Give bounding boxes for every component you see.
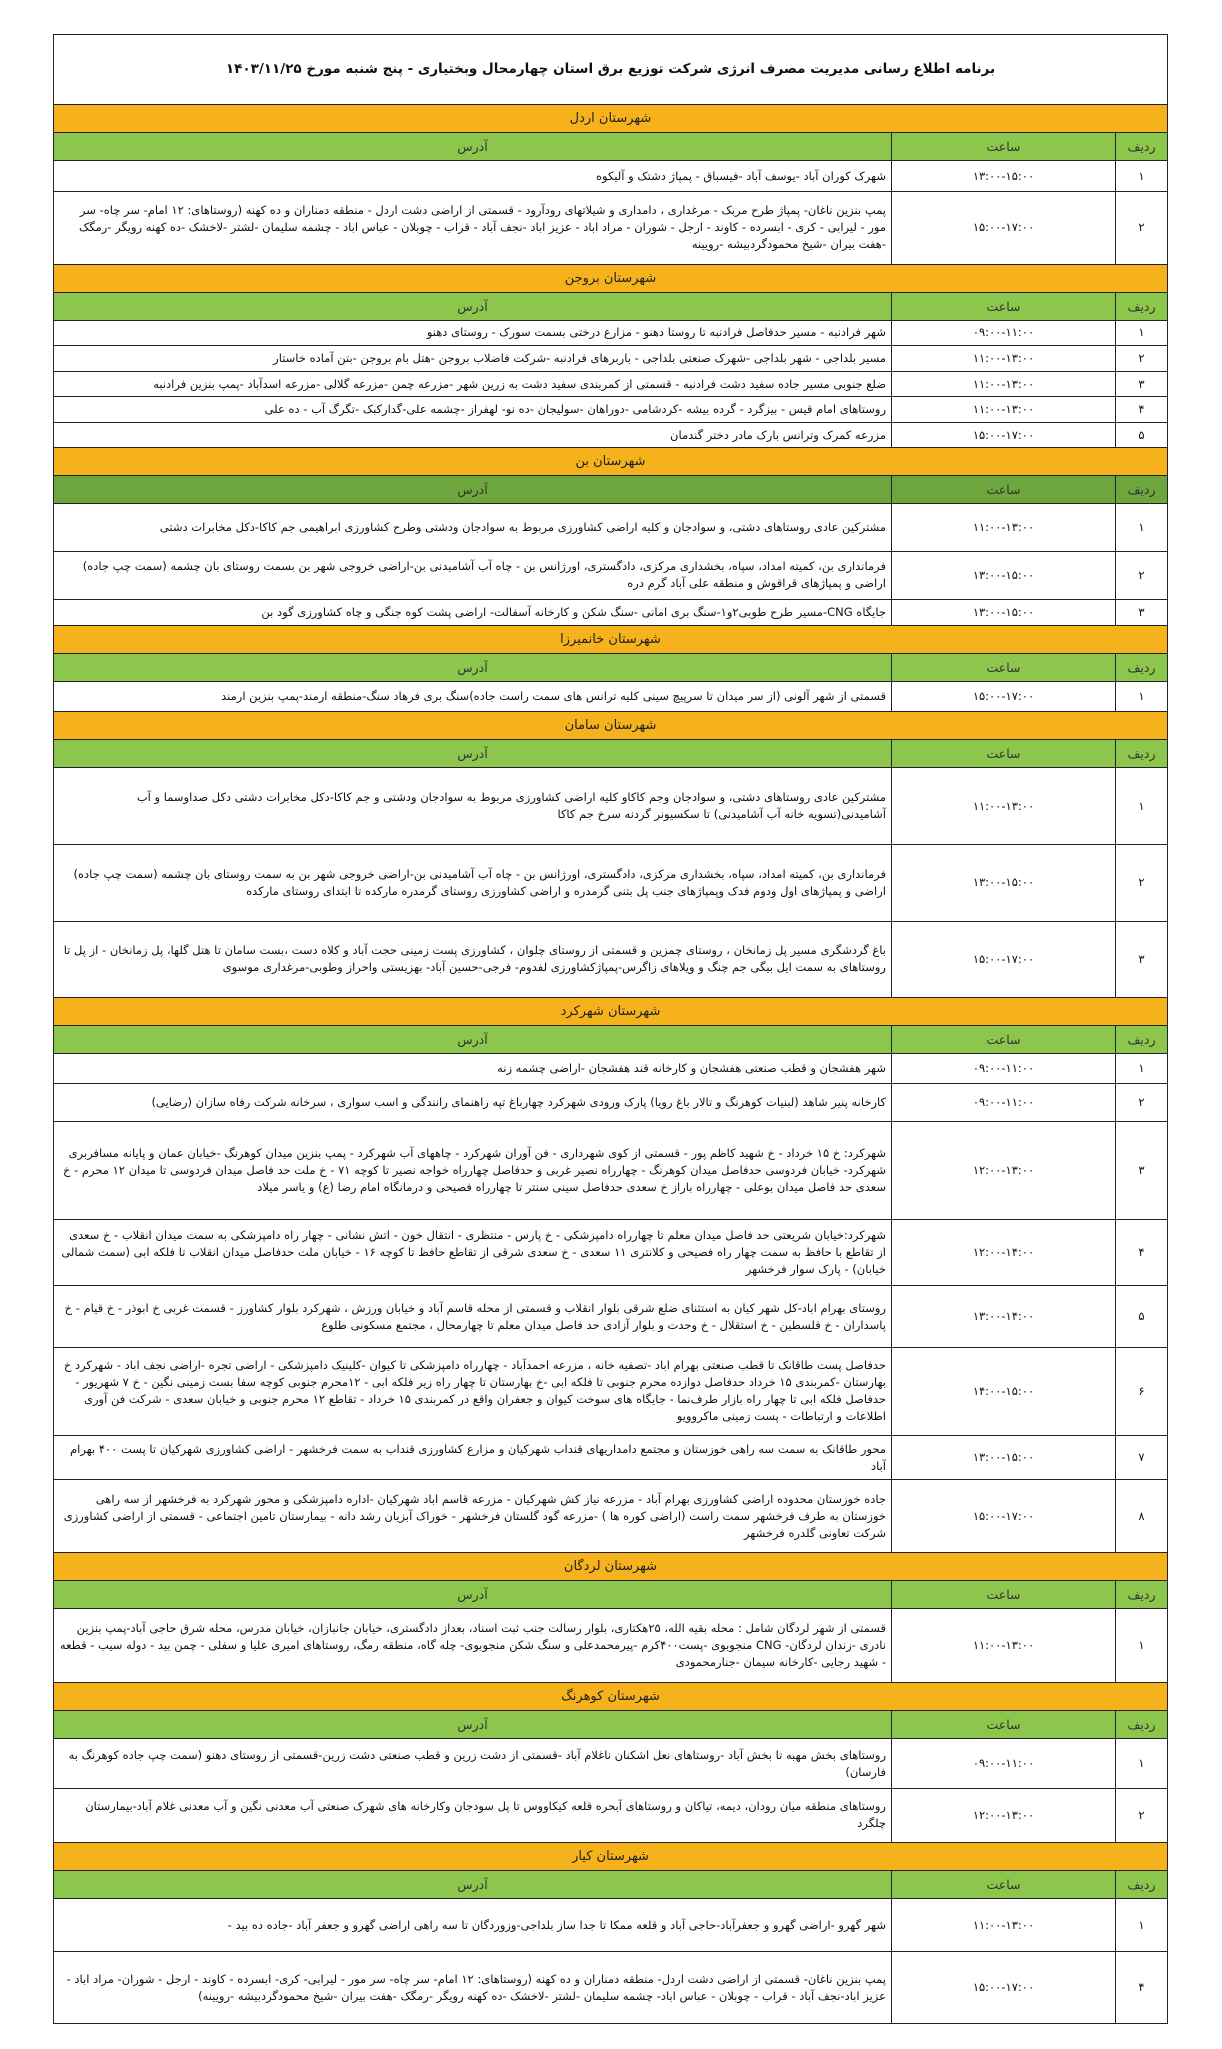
column-header-radif: ردیف — [1116, 653, 1168, 681]
row-time: ۱۳:۰۰-۱۴:۰۰ — [892, 1286, 1116, 1347]
row-address: کارخانه پنیر شاهد (لبنیات کوهرنگ و تالار باغ رویا) پارک ورودی شهرکرد چهارباغ تپه راهنمای رانندگی و اسب سواری ، سرخانه شرکت رفاه سازان (رضایی) — [54, 1083, 892, 1121]
header-row — [54, 1581, 1168, 1609]
column-header-address: آدرس — [54, 740, 892, 768]
row-time: ۱۲:۰۰-۱۳:۰۰ — [892, 1789, 1116, 1843]
row-time: ۰۹:۰۰-۱۱:۰۰ — [892, 1083, 1116, 1121]
row-address: روستای بهرام اباد-کل شهر کیان به استثنای ضلع شرقی بلوار انقلاب و قسمتی از محله قاسم آباد و خیابان ورزش ، شهرکرد بلوار کشاورز - قسمت غربی خ ابوذر - خ قیام - خ پاسداران - خ فلسطین - خ استقلال - خ وحدت و بلوار آزادی حد فاصل میدان معلم تا چهارمحال ، مجتمع مسکونی طلوع — [54, 1286, 892, 1347]
table-row — [54, 1952, 1168, 2024]
row-address: مشترکین عادی روستاهای دشتی، و سوادجان و کلیه اراضی کشاورزی مربوط به سوادجان ودشتی وطرح کشاورزی ابراهیمی جم کاکا-دکل مخابرات دشتی — [54, 504, 892, 551]
row-time: ۰۹:۰۰-۱۱:۰۰ — [892, 1054, 1116, 1083]
column-header-address: آدرس — [54, 1711, 892, 1739]
table-row — [54, 551, 1168, 599]
table-row — [54, 1480, 1168, 1553]
row-address: فرمانداری بن، کمیته امداد، سپاه، بخشداری مرکزی، دادگستری، اورژانس بن - چاه آب آشامیدنی بن-اراضی خروجی شهر بن به سمت روستای بان چشمه (سمت چپ جاده) اراضی و پمپاژهای اول ودوم فدک وپمپاژهای جنب پل بتنی گرمدره و اراضی کشاورزی روستای گرمدره مارکده تا ابتدای روستای مارکده — [54, 845, 892, 922]
row-number: ۱ — [1116, 161, 1168, 192]
section-row — [54, 712, 1168, 740]
row-time: ۱۱:۰۰-۱۳:۰۰ — [892, 397, 1116, 423]
row-number: ۲ — [1116, 1083, 1168, 1121]
row-number: ۳ — [1116, 1121, 1168, 1219]
column-header-time: ساعت — [892, 1711, 1116, 1739]
column-header-address: آدرس — [54, 1026, 892, 1054]
column-header-radif: ردیف — [1116, 1870, 1168, 1898]
table-row — [54, 504, 1168, 551]
section-row — [54, 1683, 1168, 1711]
table-row — [54, 1083, 1168, 1121]
table-row — [54, 1347, 1168, 1435]
row-number: ۲ — [1116, 191, 1168, 264]
row-address: شهر گهرو -اراضی گهرو و جعفرآباد-حاجی آباد و قلعه ممکا تا جدا ساز بلداجی-وزوردگان تا سه راهی اراضی گهرو و جعفر آباد -جاده ده بید - — [54, 1898, 892, 1952]
section-row — [54, 625, 1168, 653]
row-time: ۱۳:۰۰-۱۵:۰۰ — [892, 845, 1116, 922]
row-address: باغ گردشگری مسیر پل زمانخان ، روستای چمزین و قسمتی از روستای چلوان ، کشاورزی پست زمینی حجت آباد و کلاه دست ،بست سامان تا هتل گلها، پل زمانخان - از پل تا روستاهای به سمت ایل بیگی جم چنگ و ویلاهای زاگرس-پمپاژکشاورزی لفدوم- فرجی-حسین آباد- بهزیستی واحراز وطوبی-مرغداری موسوی — [54, 921, 892, 998]
section-title: شهرستان کیار — [54, 1842, 1168, 1870]
section-title: شهرستان لردگان — [54, 1553, 1168, 1581]
row-number: ۱ — [1116, 1609, 1168, 1683]
row-address: قسمتی از شهر لردگان شامل : محله بقیه الله، ۲۵هکتاری، بلوار رسالت جنب ثبت اسناد، بعداز دادگستری، خیابان جانبازان، خیابان مدرس، محله شرق حاجی آباد-پمپ بنزین نادری -زندان لردگان- CNG منجوبوی -پست۴۰۰کرم -پیرمحمدعلی و سنگ شکن منجوبوی- چله گاه، منطقه رمگ، روستاهای امیری علیا و سفلی - چمن بید - دوله سیب - قطعه - شهید رجایی -کارخانه سیمان -جنارمحمودی — [54, 1609, 892, 1683]
row-time: ۰۹:۰۰-۱۱:۰۰ — [892, 1739, 1116, 1789]
column-header-address: آدرس — [54, 1581, 892, 1609]
section-title: شهرستان کوهرنگ — [54, 1683, 1168, 1711]
title-row — [54, 35, 1168, 105]
row-number: ۱ — [1116, 1898, 1168, 1952]
row-number: ۴ — [1116, 1952, 1168, 2024]
table-row — [54, 320, 1168, 346]
table-row — [54, 1898, 1168, 1952]
header-row — [54, 476, 1168, 504]
column-header-address: آدرس — [54, 292, 892, 320]
table-row — [54, 422, 1168, 448]
row-address: قسمتی از شهر آلونی (از سر میدان تا سرپیچ سینی کلیه ترانس های سمت راست جاده)سنگ بری فرهاد سنگ-منطقه ارمند-پمپ بنزین ارمند — [54, 681, 892, 712]
row-number: ۲ — [1116, 1789, 1168, 1843]
section-row — [54, 448, 1168, 476]
row-address: پمپ بنزین ناغان- پمپاژ طرح مربک - مرغداری ، دامداری و شیلاتهای رودآرود - قسمتی از اراضی دشت اردل - منطقه دمناران و ده کهنه (روستاهای: ۱۲ امام- سر چاه- سر مور - لیرابی - کری - ابسرده - کاوند - ارجل - شوران - مراد اباد - عزیز اباد -نجف آباد - قراب - چوبلان - عباس اباد - چشمه سلیمان -لشتر -لاخشک -ده کهنه رویگر -رمگک -هفت بیران -شیخ محمودگردبیشه -رویینه — [54, 191, 892, 264]
row-time: ۱۵:۰۰-۱۷:۰۰ — [892, 921, 1116, 998]
section-row — [54, 1842, 1168, 1870]
row-time: ۱۲:۰۰-۱۳:۰۰ — [892, 1121, 1116, 1219]
row-number: ۶ — [1116, 1347, 1168, 1435]
table-row — [54, 1286, 1168, 1347]
row-number: ۱ — [1116, 1054, 1168, 1083]
header-row — [54, 1870, 1168, 1898]
column-header-radif: ردیف — [1116, 1026, 1168, 1054]
row-number: ۳ — [1116, 600, 1168, 626]
row-time: ۱۳:۰۰-۱۵:۰۰ — [892, 600, 1116, 626]
table-row — [54, 1789, 1168, 1843]
row-address: شهر هفشجان و قطب صنعتی هفشجان و کارخانه قند هفشجان -اراضی چشمه زنه — [54, 1054, 892, 1083]
row-address: شهر فرادنبه - مسیر حدفاصل فرادنبه تا روستا دهنو - مزارع درختی بسمت سورک - روستای دهنو — [54, 320, 892, 346]
row-address: جایگاه CNG-مسیر طرح طوبی۲و۱-سنگ بری امانی -سنگ شکن و کارخانه آسفالت- اراضی پشت کوه جنگی و چاه کشاورزی گود بن — [54, 600, 892, 626]
section-title: شهرستان بن — [54, 448, 1168, 476]
row-address: محور طاقانک به سمت سه راهی خوزستان و مجتمع دامداریهای قنداب شهرکیان و مزارع کشاورزی قنداب به سمت فرخشهر - اراضی کشاورزی شهرکیان تا پست ۴۰۰ بهرام آباد — [54, 1435, 892, 1480]
row-number: ۳ — [1116, 371, 1168, 397]
row-time: ۱۳:۰۰-۱۵:۰۰ — [892, 551, 1116, 599]
row-number: ۱ — [1116, 1739, 1168, 1789]
column-header-address: آدرس — [54, 133, 892, 161]
row-time: ۱۱:۰۰-۱۳:۰۰ — [892, 371, 1116, 397]
section-row — [54, 264, 1168, 292]
row-time: ۰۹:۰۰-۱۱:۰۰ — [892, 320, 1116, 346]
table-row — [54, 1121, 1168, 1219]
column-header-time: ساعت — [892, 133, 1116, 161]
row-time: ۱۱:۰۰-۱۳:۰۰ — [892, 1609, 1116, 1683]
column-header-address: آدرس — [54, 476, 892, 504]
row-time: ۱۱:۰۰-۱۳:۰۰ — [892, 768, 1116, 845]
row-number: ۲ — [1116, 551, 1168, 599]
row-number: ۳ — [1116, 921, 1168, 998]
row-number: ۱ — [1116, 504, 1168, 551]
column-header-address: آدرس — [54, 1870, 892, 1898]
table-row — [54, 681, 1168, 712]
row-number: ۲ — [1116, 346, 1168, 372]
table-row — [54, 1220, 1168, 1286]
row-address: جاده خوزستان محدوده اراضی کشاورزی بهرام آباد - مزرعه نیاز کش شهرکیان - مزرعه قاسم اباد شهرکیان -اداره دامپزشکی و محور شهرکرد به فرخشهر از سه راهی خوزستان به طرف فرخشهر سمت راست (اراضی کوره ها ) -مزرعه گود گلستان فرخشهر - خوراک آبزیان رشد دانه - بیمارستان تامین اجتماعی - قسمتی از اراضی کشاورزی شرکت تعاونی گلدره فرخشهر — [54, 1480, 892, 1553]
header-row — [54, 740, 1168, 768]
section-title: شهرستان شهرکرد — [54, 998, 1168, 1026]
header-row — [54, 133, 1168, 161]
section-title: شهرستان سامان — [54, 712, 1168, 740]
row-address: روستاهای امام قیس - بیزگرد - گرده بیشه -کردشامی -دوراهان -سولیجان -ده نو- لهفراز -چشمه علی-گدارکبک -تگرگ آب - ده علی — [54, 397, 892, 423]
column-header-time: ساعت — [892, 653, 1116, 681]
schedule-document — [53, 34, 1168, 2024]
header-row — [54, 653, 1168, 681]
section-title: شهرستان اردل — [54, 105, 1168, 133]
table-row — [54, 845, 1168, 922]
row-time: ۱۵:۰۰-۱۷:۰۰ — [892, 681, 1116, 712]
section-title: شهرستان بروجن — [54, 264, 1168, 292]
row-address: حدفاصل پست طاقانک تا قطب صنعتی بهرام اباد -تصفیه خانه ، مزرعه احمدآباد - چهارراه دامپزشکی تا کیوان -کلینیک دامپزشکی - اراضی تجره -اراضی نجف اباد - شهرکرد خ بهارستان -کمربندی ۱۵ خرداد حدفاصل دوازده محرم جنوبی تا فلکه ابی -خ بهارستان تا چهار راه زیر فلکه ابی - ۱۲محرم جنوبی کوچه سفا بست زمینی نگین - خ ۷ شهریور - حدفاصل فلکه ابی تا چهار راه بازار طرف‌نما - جایگاه های سوخت کیوان و جعفران واقع در کمربندی ۱۵ خرداد - تقاطع ۱۲ محرم جنوبی و خیابان سعدی - شرکت فن آوری اطلاعات و ارتباطات - پست زمینی ماکروویو — [54, 1347, 892, 1435]
section-title: شهرستان خانمیرزا — [54, 625, 1168, 653]
table-row — [54, 371, 1168, 397]
row-address: ضلع جنوبی مسیر جاده سفید دشت فرادنبه - قسمتی از کمربندی سفید دشت به زرین شهر -مزرعه چمن -مزرعه گلالی -مزرعه اسدآباد -پمپ بنزین فرادنبه — [54, 371, 892, 397]
row-time: ۱۵:۰۰-۱۷:۰۰ — [892, 1480, 1116, 1553]
row-number: ۱ — [1116, 768, 1168, 845]
column-header-radif: ردیف — [1116, 133, 1168, 161]
header-row — [54, 1711, 1168, 1739]
row-address: روستاهای منطقه میان رودان، دیمه، تیاکان و روستاهای آبحره قلعه کیکاووس تا پل سودجان وکارخانه های شهرک صنعتی آب معدنی نگین و آب معدنی غلام آباد-بیمارستان چلگرد — [54, 1789, 892, 1843]
row-address: فرمانداری بن، کمیته امداد، سپاه، بخشداری مرکزی، دادگستری، اورژانس بن - چاه آب آشامیدنی بن-اراضی خروجی شهر بن بسمت روستای بان چشمه (سمت چپ جاده) اراضی و پمپاژهای قراقوش و منطقه علی آباد گرم دره — [54, 551, 892, 599]
outage-table — [53, 34, 1168, 2024]
column-header-time: ساعت — [892, 1870, 1116, 1898]
section-row — [54, 998, 1168, 1026]
table-row — [54, 161, 1168, 192]
row-time: ۱۳:۰۰-۱۵:۰۰ — [892, 161, 1116, 192]
header-row — [54, 1026, 1168, 1054]
row-time: ۱۲:۰۰-۱۴:۰۰ — [892, 1220, 1116, 1286]
row-address: روستاهای بخش مهبه تا بخش آباد -روستاهای نعل اشکنان ناغلام آباد -قسمتی از دشت زرین و قطب صنعتی دشت زرین-قسمتی از روستای دهنو (سمت چپ جاده کوهرنگ به فارسان) — [54, 1739, 892, 1789]
column-header-radif: ردیف — [1116, 740, 1168, 768]
table-row — [54, 1609, 1168, 1683]
row-number: ۱ — [1116, 320, 1168, 346]
row-time: ۱۵:۰۰-۱۷:۰۰ — [892, 191, 1116, 264]
table-row — [54, 397, 1168, 423]
table-row — [54, 600, 1168, 626]
column-header-address: آدرس — [54, 653, 892, 681]
row-time: ۱۵:۰۰-۱۷:۰۰ — [892, 422, 1116, 448]
row-time: ۱۱:۰۰-۱۳:۰۰ — [892, 346, 1116, 372]
row-address: مشترکین عادی روستاهای دشتی، و سوادجان وجم کاکاو کلیه اراضی کشاورزی مربوط به سوادجان ودشتی و جم کاکا-دکل مخابرات دشتی دکل صداوسما و آب آشامیدنی(تسویه خانه آب آشامیدنی) تا سکسیونر گردنه سرخ جم کاکا — [54, 768, 892, 845]
column-header-time: ساعت — [892, 740, 1116, 768]
header-row — [54, 292, 1168, 320]
table-row — [54, 1054, 1168, 1083]
row-time: ۱۳:۰۰-۱۵:۰۰ — [892, 1435, 1116, 1480]
table-row — [54, 191, 1168, 264]
section-row — [54, 105, 1168, 133]
row-number: ۴ — [1116, 397, 1168, 423]
row-time: ۱۱:۰۰-۱۳:۰۰ — [892, 1898, 1116, 1952]
table-row — [54, 346, 1168, 372]
document-title: برنامه اطلاع رسانی مدیریت مصرف انرژی شرکت توزیع برق استان چهارمحال وبختیاری - پنج شنبه مورخ ۱۴۰۳/۱۱/۲۵ — [54, 35, 1168, 105]
table-row — [54, 1435, 1168, 1480]
row-time: ۱۵:۰۰-۱۷:۰۰ — [892, 1952, 1116, 2024]
column-header-radif: ردیف — [1116, 292, 1168, 320]
row-address: مسیر بلداجی - شهر بلداجی -شهرک صنعتی بلداجی - باربرهای فرادنبه -شرکت فاضلاب بروجن -هتل بام بروجن -بتن آماده خاستار — [54, 346, 892, 372]
row-address: شهرکرد: خ ۱۵ خرداد - خ شهید کاظم پور - قسمتی از کوی شهرداری - فن آوران شهرکرد - چاههای آب شهرکرد - پمپ بنزین میدان کوهرنگ -خیابان عمان و پایانه مسافربری شهرکرد- خیابان فردوسی حدفاصل میدان کوهرنگ - چهارراه نصیر غربی و حدفاصل چهارراه خواجه نصیر تا کوچه ۷۱ - خ ملت حد فاصل میدان فردوسی تا میدان ۱۲ محرم - خ سعدی حد فاصل میدان بوعلی - چهارراه باراز خ سعدی حدفاصل سینی سنتر تا چهارراه فصیحی و درمانگاه امام رضا (ع) و یاسر میلاد — [54, 1121, 892, 1219]
row-number: ۷ — [1116, 1435, 1168, 1480]
column-header-time: ساعت — [892, 476, 1116, 504]
column-header-radif: ردیف — [1116, 476, 1168, 504]
column-header-time: ساعت — [892, 1581, 1116, 1609]
column-header-time: ساعت — [892, 1026, 1116, 1054]
row-number: ۱ — [1116, 681, 1168, 712]
row-address: شهرک کوران آباد -یوسف آباد -فیسباق - پمپاژ دشتک و آلیکوه — [54, 161, 892, 192]
row-time: ۱۴:۰۰-۱۵:۰۰ — [892, 1347, 1116, 1435]
row-number: ۴ — [1116, 1220, 1168, 1286]
row-number: ۵ — [1116, 1286, 1168, 1347]
row-number: ۸ — [1116, 1480, 1168, 1553]
row-time: ۱۱:۰۰-۱۳:۰۰ — [892, 504, 1116, 551]
row-address: مزرعه کمرک وترانس بارک مادر دختر گندمان — [54, 422, 892, 448]
column-header-radif: ردیف — [1116, 1711, 1168, 1739]
row-number: ۵ — [1116, 422, 1168, 448]
column-header-radif: ردیف — [1116, 1581, 1168, 1609]
section-row — [54, 1553, 1168, 1581]
table-row — [54, 768, 1168, 845]
column-header-time: ساعت — [892, 292, 1116, 320]
table-row — [54, 921, 1168, 998]
row-address: پمپ بنزین ناغان- قسمتی از اراضی دشت اردل- منطقه دمناران و ده کهنه (روستاهای: ۱۲ امام- سر چاه- سر مور - لیرابی- کری- ابسرده - کاوند - ارجل - شوران- مراد اباد - عزیز اباد-نجف آباد - قراب - چوبلان - عباس اباد- چشمه سلیمان -لشتر -لاخشک -ده کهنه رویگر -رمگک -هفت بیران -شیخ محمودگردبیشه -رویینه) — [54, 1952, 892, 2024]
row-address: شهرکرد:خیابان شریعتی حد فاصل میدان معلم تا چهارراه دامپزشکی - خ پارس - منتظری - انتقال خون - اتش نشانی - چهار راه دامپزشکی به سمت میدان انقلاب - خ سعدی از تقاطع با حافظ به سمت چهار راه فصیحی و کلانتری ۱۱ سعدی - خ سعدی شرقی از تقاطع حافظ تا کوچه ۱۶ - خیابان ملت حدفاصل میدان انقلاب تا فلکه ابی (سمت شمالی خیابان) - پارک سوار فرخشهر — [54, 1220, 892, 1286]
table-row — [54, 1739, 1168, 1789]
row-number: ۲ — [1116, 845, 1168, 922]
